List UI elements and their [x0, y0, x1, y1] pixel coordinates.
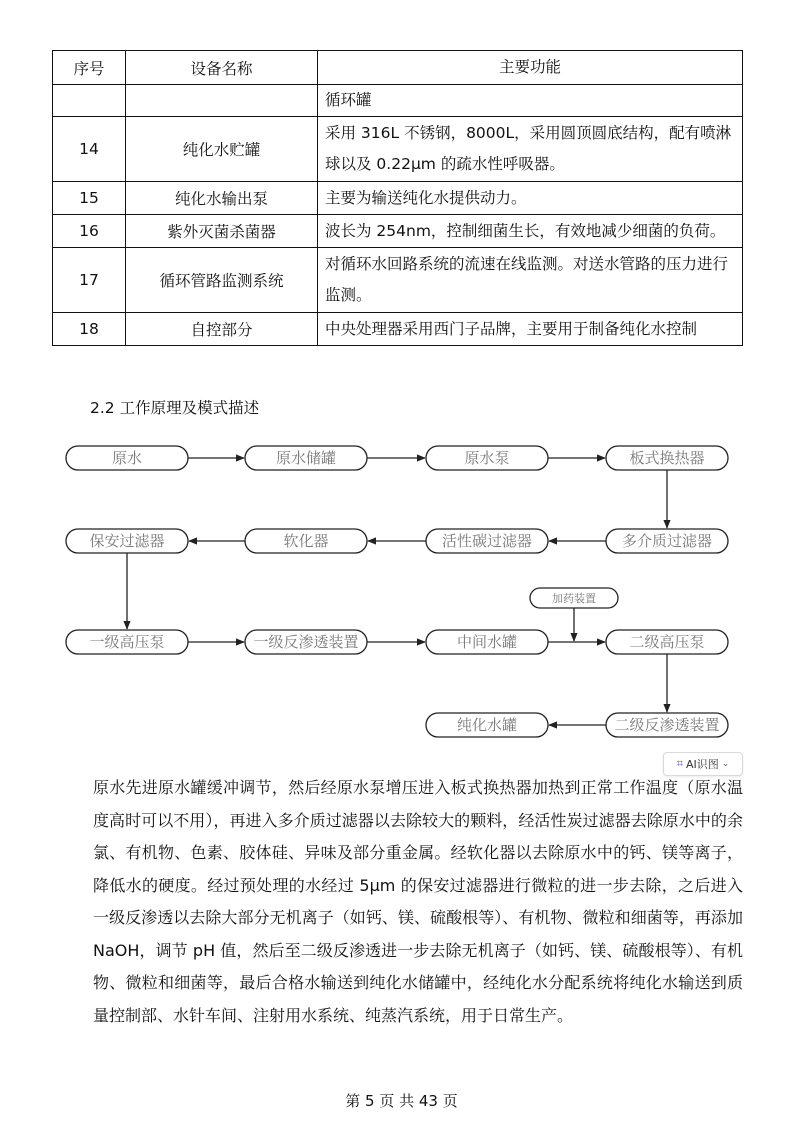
svg-text:二级高压泵: 二级高压泵	[629, 633, 705, 651]
ai-badge-label: AI识图	[685, 758, 719, 771]
flow-node-raw-water	[66, 446, 188, 470]
flow-node-hp-pump-1	[66, 630, 188, 654]
flow-node-plate-heat-exchanger	[606, 446, 728, 470]
row-no: 15	[53, 182, 126, 215]
header-function: 主要功能	[318, 51, 743, 85]
row-no	[53, 85, 126, 117]
row-name	[126, 85, 318, 117]
row-no: 18	[53, 313, 126, 346]
flow-node-hp-pump-2	[606, 630, 728, 654]
section-title: 2.2 工作原理及模式描述	[90, 399, 260, 417]
flow-node-raw-tank	[245, 446, 367, 470]
table-row	[53, 85, 743, 117]
svg-text:原水: 原水	[111, 449, 143, 467]
row-no: 14	[53, 117, 126, 182]
flow-node-softener	[245, 529, 367, 553]
svg-text:多介质过滤器: 多介质过滤器	[621, 532, 713, 550]
row-function: 中央处理器采用西门子品牌，主要用于制备纯化水控制	[318, 313, 743, 346]
flow-node-pure-tank	[426, 713, 548, 737]
flow-node-carbon-filter	[426, 529, 548, 553]
row-name: 紫外灭菌杀菌器	[126, 215, 318, 248]
row-function: 循环罐	[318, 85, 743, 117]
flow-node-dosing	[530, 588, 618, 608]
description-paragraph: 原水先进原水罐缓冲调节，然后经原水泵增压进入板式换热器加热到正常工作温度（原水温度高时可以不用），再进入多介质过滤器以去除较大的颗料，经活性炭过滤器去除原水中的余氯、有机物、色素、胶体硅、异味及部分重金属。经软化器以去除原水中的钙、镁等离子，降低水的硬度。经过预处理的水经过 5μm 的保安过滤器进行微粒的进一步去除，之后进入一级反渗透以去除大部分无机离子（如钙、镁、硫酸根等）、有机物、微粒和细菌等，再添加 NaOH，调节 pH 值，然后至二级反渗透进一步去除无机离子（如钙、镁、硫酸根等）、有机物、微粒和细菌等，最后合格水输送到纯化水储罐中，经纯化水分配系统将纯化水输送到质量控制部、水针车间、注射用水系统、纯蒸汽系统，用于日常生产。	[93, 778, 743, 1025]
row-no: 17	[53, 248, 126, 313]
row-function: 对循环水回路系统的流速在线监测。对送水管路的压力进行监测。	[318, 248, 743, 313]
flow-node-ro-2	[606, 713, 728, 737]
ai-scan-icon: ⌗	[676, 757, 683, 770]
flow-node-ro-1	[245, 630, 367, 654]
row-name: 自控部分	[126, 313, 318, 346]
header-name: 设备名称	[126, 51, 318, 85]
svg-text:一级高压泵: 一级高压泵	[89, 633, 165, 651]
flow-node-mid-tank	[426, 630, 548, 654]
table-row	[53, 182, 743, 215]
row-name: 纯化水输出泵	[126, 182, 318, 215]
table-row	[53, 117, 743, 182]
page-footer: 第 5 页 共 43 页	[345, 1092, 458, 1110]
svg-text:板式换热器: 板式换热器	[629, 449, 705, 467]
flow-node-raw-pump	[426, 446, 548, 470]
process-flow-diagram	[0, 430, 803, 750]
row-name: 循环管路监测系统	[126, 248, 318, 313]
svg-text:保安过滤器: 保安过滤器	[89, 532, 165, 550]
table-row	[53, 215, 743, 248]
row-function: 主要为输送纯化水提供动力。	[318, 182, 743, 215]
table-header-row	[53, 51, 743, 85]
chevron-down-icon: ⌄	[721, 759, 730, 769]
flow-node-multimedia-filter	[606, 529, 728, 553]
svg-text:原水储罐: 原水储罐	[275, 449, 337, 467]
svg-text:纯化水罐: 纯化水罐	[456, 716, 518, 734]
svg-text:原水泵: 原水泵	[464, 449, 510, 467]
table-row	[53, 313, 743, 346]
svg-text:加药装置: 加药装置	[552, 592, 596, 605]
header-no: 序号	[53, 51, 126, 85]
flow-node-security-filter	[66, 529, 188, 553]
svg-text:软化器: 软化器	[283, 532, 329, 550]
row-name: 纯化水贮罐	[126, 117, 318, 182]
svg-text:二级反渗透装置: 二级反渗透装置	[614, 716, 720, 734]
svg-text:中间水罐: 中间水罐	[456, 633, 518, 651]
svg-text:一级反渗透装置: 一级反渗透装置	[253, 633, 359, 651]
table-row	[53, 248, 743, 313]
row-function: 波长为 254nm，控制细菌生长，有效地减少细菌的负荷。	[318, 215, 743, 248]
svg-text:活性碳过滤器: 活性碳过滤器	[441, 532, 533, 550]
equipment-table	[52, 50, 743, 346]
row-function: 采用 316L 不锈钢，8000L，采用圆顶圆底结构，配有喷淋球以及 0.22μm 的疏水性呼吸器。	[318, 117, 743, 182]
row-no: 16	[53, 215, 126, 248]
